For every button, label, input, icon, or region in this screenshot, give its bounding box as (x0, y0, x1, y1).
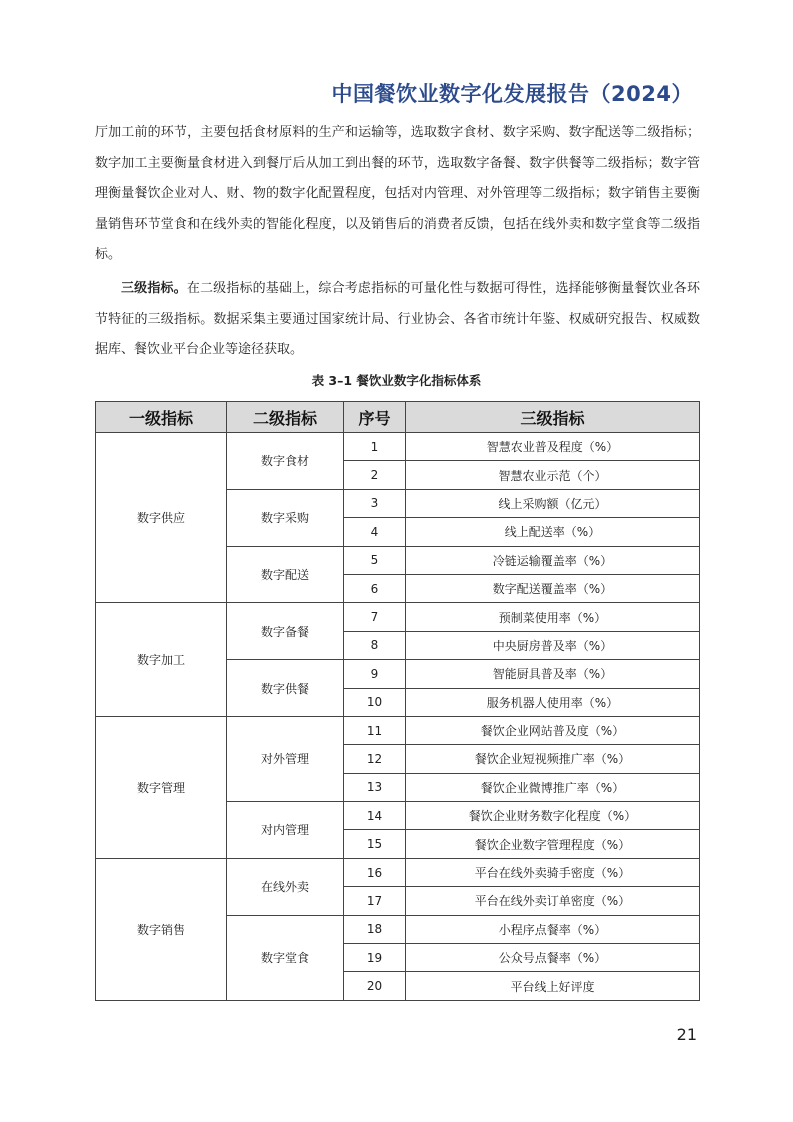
index-cell: 8 (344, 631, 406, 659)
index-cell: 6 (344, 574, 406, 602)
page-number: 21 (676, 1025, 697, 1044)
index-cell: 5 (344, 546, 406, 574)
level2-cell: 对外管理 (227, 716, 344, 801)
index-cell: 10 (344, 688, 406, 716)
index-cell: 19 (344, 944, 406, 972)
column-header: 一级指标 (96, 402, 227, 433)
paragraph (95, 274, 700, 366)
index-cell: 17 (344, 887, 406, 915)
index-cell: 4 (344, 518, 406, 546)
index-cell: 16 (344, 858, 406, 886)
level3-cell: 公众号点餐率（%） (406, 944, 700, 972)
table-header-row (96, 402, 700, 433)
level3-cell: 线上采购额（亿元） (406, 489, 700, 517)
index-cell: 9 (344, 660, 406, 688)
level3-cell: 餐饮企业数字管理程度（%） (406, 830, 700, 858)
paragraph: 厅加工前的环节，主要包括食材原料的生产和运输等，选取数字食材、数字采购、数字配送等二级指标；数字加工主要衡量食材进入到餐厅后从加工到出餐的环节，选取数字备餐、数字供餐等二级指标；数字管理衡量餐饮企业对人、财、物的数字化配置程度，包括对内管理、对外管理等二级指标；数字销售主要衡量销售环节堂食和在线外卖的智能化程度，以及销售后的消费者反馈，包括在线外卖和数字堂食等二级指标。 (95, 125, 700, 263)
column-header: 三级指标 (406, 402, 700, 433)
level3-cell: 智慧农业普及程度（%） (406, 433, 700, 461)
level1-cell: 数字管理 (96, 716, 227, 858)
indicator-table (95, 401, 700, 1001)
index-cell: 18 (344, 915, 406, 943)
level3-cell: 餐饮企业财务数字化程度（%） (406, 802, 700, 830)
level3-cell: 餐饮企业微博推广率（%） (406, 773, 700, 801)
index-cell: 3 (344, 489, 406, 517)
table-row (96, 433, 700, 461)
index-cell: 13 (344, 773, 406, 801)
table-row (96, 603, 700, 631)
index-cell: 15 (344, 830, 406, 858)
level2-cell: 数字堂食 (227, 915, 344, 1000)
index-cell: 7 (344, 603, 406, 631)
level2-cell: 数字食材 (227, 433, 344, 490)
level3-cell: 预制菜使用率（%） (406, 603, 700, 631)
table-row (96, 858, 700, 886)
level1-cell: 数字供应 (96, 433, 227, 603)
level3-cell: 数字配送覆盖率（%） (406, 574, 700, 602)
index-cell: 11 (344, 716, 406, 744)
level3-cell: 智慧农业示范（个） (406, 461, 700, 489)
level3-cell: 餐饮企业短视频推广率（%） (406, 745, 700, 773)
level3-cell: 智能厨具普及率（%） (406, 660, 700, 688)
level3-cell: 冷链运输覆盖率（%） (406, 546, 700, 574)
index-cell: 12 (344, 745, 406, 773)
level3-cell: 服务机器人使用率（%） (406, 688, 700, 716)
level3-cell: 餐饮企业网站普及度（%） (406, 716, 700, 744)
level2-cell: 在线外卖 (227, 858, 344, 915)
level2-cell: 数字供餐 (227, 660, 344, 717)
level3-cell: 平台线上好评度 (406, 972, 700, 1000)
level3-cell: 小程序点餐率（%） (406, 915, 700, 943)
body-text (95, 118, 700, 366)
level1-cell: 数字加工 (96, 603, 227, 717)
paragraph-text: 在二级指标的基础上，综合考虑指标的可量化性与数据可得性，选择能够衡量餐饮业各环节特征的三级指标。数据采集主要通过国家统计局、行业协会、各省市统计年鉴、权威研究报告、权威数据库、餐饮业平台企业等途径获取。 (95, 280, 700, 358)
level2-cell: 数字配送 (227, 546, 344, 603)
level3-cell: 平台在线外卖订单密度（%） (406, 887, 700, 915)
level1-cell: 数字销售 (96, 858, 227, 1000)
level3-cell: 线上配送率（%） (406, 518, 700, 546)
index-cell: 1 (344, 433, 406, 461)
level3-cell: 中央厨房普及率（%） (406, 631, 700, 659)
level2-cell: 数字备餐 (227, 603, 344, 660)
level2-cell: 对内管理 (227, 802, 344, 859)
index-cell: 14 (344, 802, 406, 830)
column-header: 序号 (344, 402, 406, 433)
index-cell: 20 (344, 972, 406, 1000)
table-caption: 表 3–1 餐饮业数字化指标体系 (311, 373, 482, 388)
paragraph-lead: 三级指标。 (121, 280, 187, 296)
table-row (96, 716, 700, 744)
running-header-title: 中国餐饮业数字化发展报告（2024） (331, 82, 693, 106)
level3-cell: 平台在线外卖骑手密度（%） (406, 858, 700, 886)
level2-cell: 数字采购 (227, 489, 344, 546)
column-header: 二级指标 (227, 402, 344, 433)
index-cell: 2 (344, 461, 406, 489)
